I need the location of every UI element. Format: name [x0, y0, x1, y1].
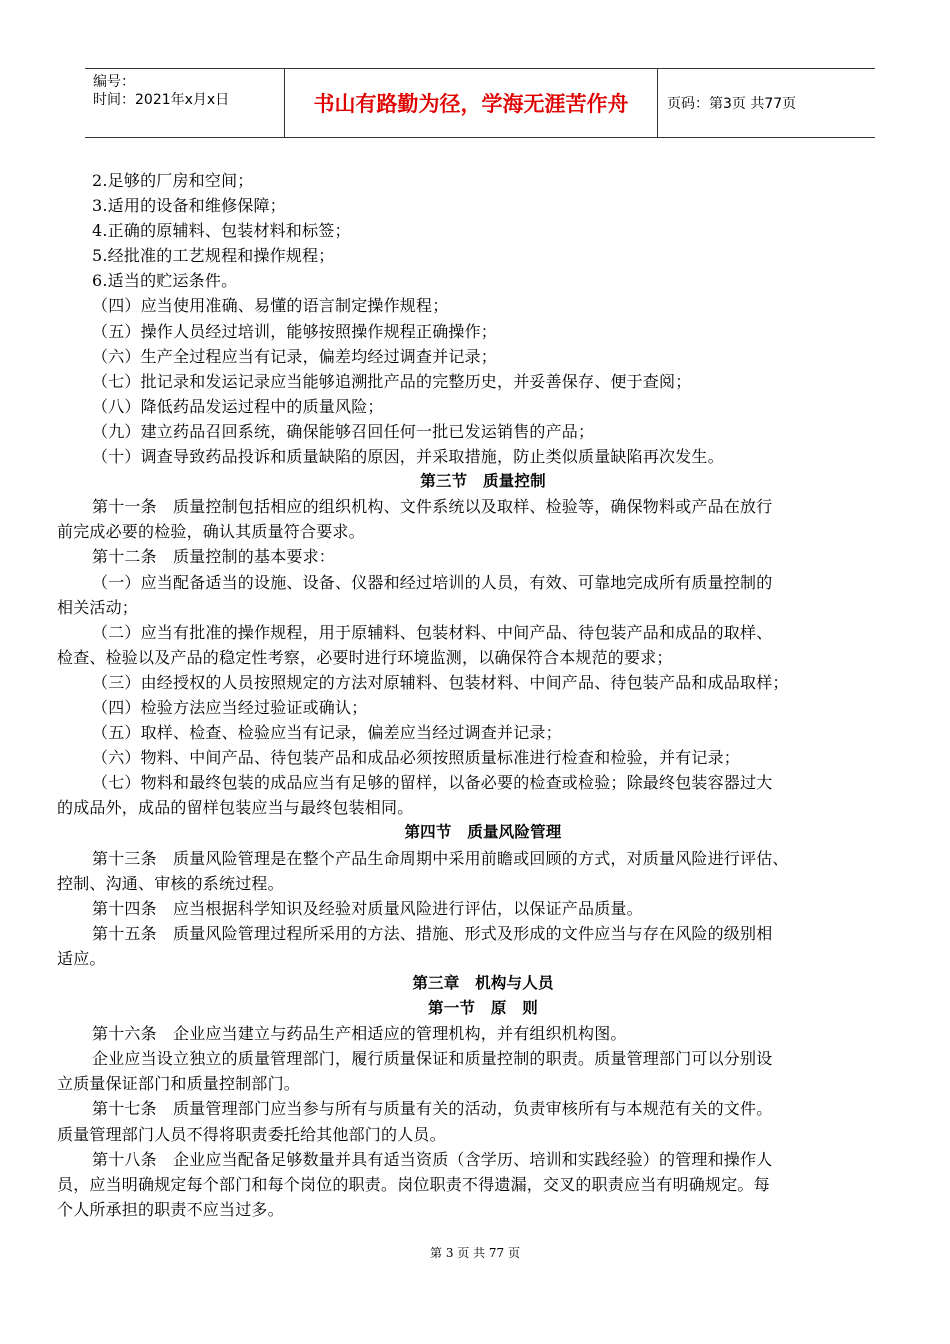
text-line: 相关活动；	[57, 597, 139, 617]
text-line: （八）降低药品发运过程中的质量风险；	[92, 396, 384, 416]
document-body	[57, 168, 909, 1222]
text-line: （六）物料、中间产品、待包装产品和成品必须按照质量标准进行检查和检验，并有记录；	[92, 748, 741, 768]
text-line: （四）应当使用准确、易懂的语言制定操作规程；	[92, 296, 449, 316]
text-line: 3.适用的设备和维修保障；	[92, 196, 286, 216]
text-line: （一）应当配备适当的设施、设备、仪器和经过培训的人员，有效、可靠地完成所有质量控制的	[92, 572, 773, 592]
text-line: 控制、沟通、审核的系统过程。	[57, 873, 284, 893]
text-line: （五）取样、检查、检验应当有记录，偏差应当经过调查并记录；	[92, 723, 562, 743]
text-line: 第十一条 质量控制包括相应的组织机构、文件系统以及取样、检验等，确保物料或产品在放行	[92, 497, 773, 517]
text-line: 4.正确的原辅料、包装材料和标签；	[92, 221, 351, 241]
text-line: （二）应当有批准的操作规程，用于原辅料、包装材料、中间产品、待包装产品和成品的取样、	[92, 622, 773, 642]
page-footer: 第 3 页 共 77 页	[430, 1246, 520, 1260]
page-header	[85, 68, 875, 138]
text-line: 第十八条 企业应当配备足够数量并具有适当资质（含学历、培训和实践经验）的管理和操作人	[92, 1149, 773, 1169]
text-line: 第十六条 企业应当建立与药品生产相适应的管理机构，并有组织机构图。	[92, 1024, 627, 1044]
text-line: （七）物料和最终包装的成品应当有足够的留样，以备必要的检查或检验；除最终包装容器过大	[92, 773, 773, 793]
text-line: 前完成必要的检验，确认其质量符合要求。	[57, 522, 365, 542]
text-line: 立质量保证部门和质量控制部门。	[57, 1074, 301, 1094]
text-line: 第十五条 质量风险管理过程所采用的方法、措施、形式及形成的文件应当与存在风险的级别相	[92, 923, 773, 943]
header-meta	[85, 69, 285, 137]
text-line: 适应。	[57, 948, 106, 968]
header-page-label: 页码：第3页 共77页	[667, 96, 797, 112]
section-heading: 第三节 质量控制	[420, 472, 546, 491]
section-heading: 第一节 原 则	[428, 999, 538, 1018]
text-line: （九）建立药品召回系统，确保能够召回任何一批已发运销售的产品；	[92, 421, 595, 441]
text-line: （七）批记录和发运记录应当能够追溯批产品的完整历史，并妥善保存、便于查阅；	[92, 371, 692, 391]
number-label: 编号：	[93, 74, 135, 90]
text-line: （六）生产全过程应当有记录，偏差均经过调查并记录；	[92, 346, 498, 366]
text-line: 检查、检验以及产品的稳定性考察，必要时进行环境监测，以确保符合本规范的要求；	[57, 647, 673, 667]
text-line: 员，应当明确规定每个部门和每个岗位的职责。岗位职责不得遗漏，交叉的职责应当有明确规定。每	[57, 1174, 770, 1194]
text-line: 个人所承担的职责不应当过多。	[57, 1199, 284, 1219]
text-line: 5.经批准的工艺规程和操作规程；	[92, 246, 335, 266]
text-line: （十）调查导致药品投诉和质量缺陷的原因，并采取措施，防止类似质量缺陷再次发生。	[92, 447, 724, 467]
text-line: （五）操作人员经过培训，能够按照操作规程正确操作；	[92, 321, 498, 341]
text-line: 的成品外，成品的留样包装应当与最终包装相同。	[57, 798, 414, 818]
text-line: 质量管理部门人员不得将职责委托给其他部门的人员。	[57, 1124, 446, 1144]
header-motto: 书山有路勤为径，学海无涯苦作舟	[285, 69, 658, 137]
text-line: 第十七条 质量管理部门应当参与所有与质量有关的活动，负责审核所有与本规范有关的文件。	[92, 1099, 773, 1119]
text-line: 第十三条 质量风险管理是在整个产品生命周期中采用前瞻或回顾的方式，对质量风险进行评估、	[92, 848, 789, 868]
text-line: 第十二条 质量控制的基本要求：	[92, 547, 336, 567]
text-line: （三）由经授权的人员按照规定的方法对原辅料、包装材料、中间产品、待包装产品和成品取样；	[92, 672, 789, 692]
text-line: （四）检验方法应当经过验证或确认；	[92, 697, 368, 717]
text-line: 企业应当设立独立的质量管理部门，履行质量保证和质量控制的职责。质量管理部门可以分别设	[92, 1049, 773, 1069]
text-line: 2.足够的厂房和空间；	[92, 171, 254, 190]
text-line: 第十四条 应当根据科学知识及经验对质量风险进行评估，以保证产品质量。	[92, 898, 643, 918]
section-heading: 第四节 质量风险管理	[404, 823, 562, 842]
time-label: 时间：2021年x月x日	[93, 92, 230, 108]
chapter-heading: 第三章 机构与人员	[412, 974, 554, 992]
text-line: 6.适当的贮运条件。	[92, 271, 238, 291]
